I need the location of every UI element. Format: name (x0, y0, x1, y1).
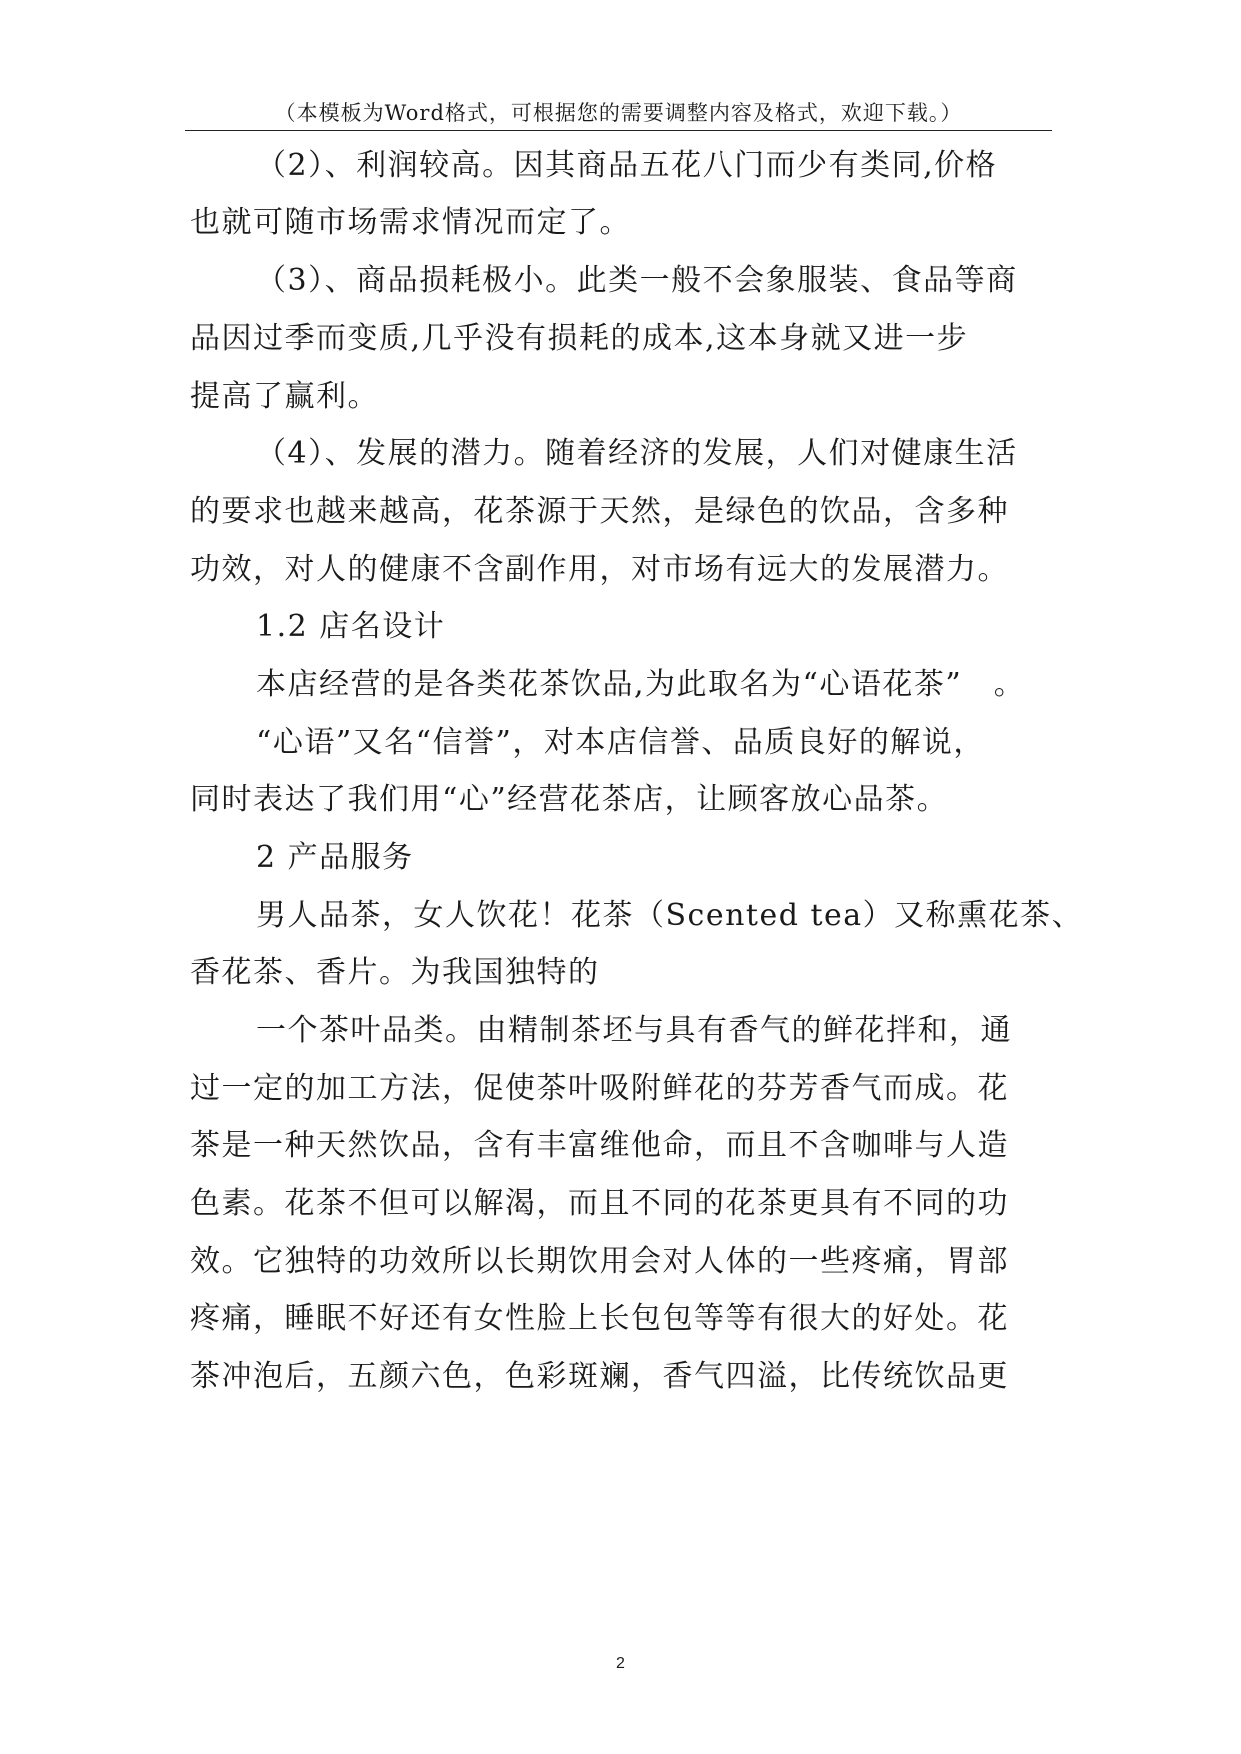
body-line-17: 过一定的加工方法，促使茶叶吸附鲜花的芬芳香气而成。花 (190, 1071, 1009, 1106)
body-line-15: 香花茶、香片。为我国独特的 (190, 955, 600, 990)
body-line-1: （2）、利润较高。因其商品五花八门而少有类同,价格 (256, 148, 998, 183)
body-line-12: 同时表达了我们用“心”经营花茶店，让顾客放心品茶。 (190, 782, 949, 817)
body-line-8: 功效，对人的健康不含副作用，对市场有远大的发展潜力。 (190, 552, 1009, 587)
body-line-10: 本店经营的是各类花茶饮品,为此取名为“心语花茶” 。 (256, 667, 1026, 702)
section-heading-1-2: 1.2 店名设计 (256, 609, 446, 644)
body-line-7: 的要求也越来越高，花茶源于天然，是绿色的饮品，含多种 (190, 494, 1009, 529)
body-line-18: 茶是一种天然饮品，含有丰富维他命，而且不含咖啡与人造 (190, 1128, 1009, 1163)
body-line-3: （3）、商品损耗极小。此类一般不会象服装、食品等商 (256, 263, 1018, 298)
body-line-19: 色素。花茶不但可以解渴，而且不同的花茶更具有不同的功 (190, 1186, 1009, 1221)
body-line-20: 效。它独特的功效所以长期饮用会对人体的一些疼痛，胃部 (190, 1244, 1009, 1279)
body-line-22: 茶冲泡后，五颜六色，色彩斑斓，香气四溢，比传统饮品更 (190, 1359, 1009, 1394)
body-line-2: 也就可随市场需求情况而定了。 (190, 205, 631, 240)
body-line-14: 男人品茶，女人饮花！花茶（Scented tea）又称熏花茶、 (256, 898, 1084, 933)
body-line-16: 一个茶叶品类。由精制茶坯与具有香气的鲜花拌和，通 (256, 1013, 1012, 1048)
body-line-21: 疼痛，睡眠不好还有女性脸上长包包等等有很大的好处。花 (190, 1301, 1009, 1336)
body-line-11: “心语”又名“信誉”，对本店信誉、品质良好的解说， (256, 725, 985, 760)
body-line-5: 提高了赢利。 (190, 379, 379, 414)
body-line-4: 品因过季而变质,几乎没有损耗的成本,这本身就又进一步 (190, 321, 969, 356)
section-heading-2: 2 产品服务 (256, 840, 414, 875)
page-header: （本模板为Word格式，可根据您的需要调整内容及格式，欢迎下载。） (274, 101, 963, 125)
header-rule (185, 130, 1052, 131)
body-line-6: （4）、发展的潜力。随着经济的发展，人们对健康生活 (256, 436, 1018, 471)
page-number: 2 (616, 1655, 625, 1672)
